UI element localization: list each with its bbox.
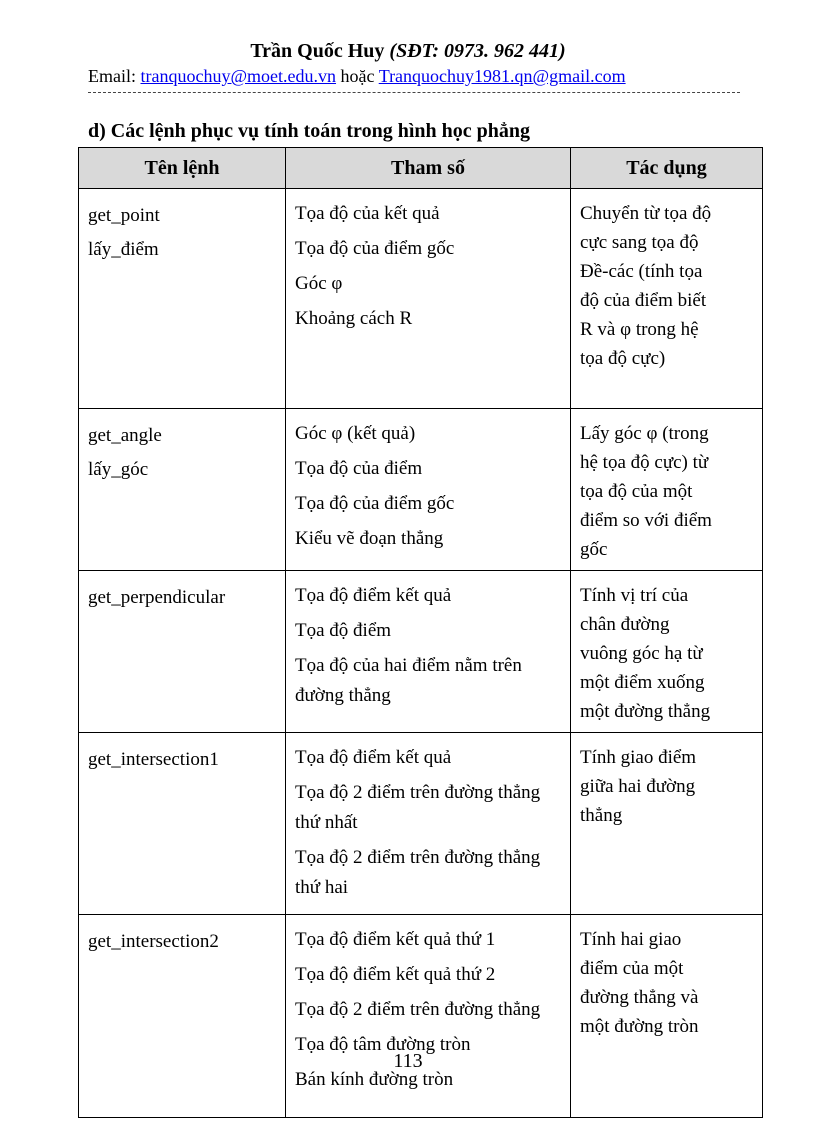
parameter: Kiểu vẽ đoạn thẳng <box>295 528 444 549</box>
effect-text: R và φ trong hệ <box>580 319 699 340</box>
parameter: Tọa độ của điểm gốc <box>295 238 455 259</box>
author-name: Trần Quốc Huy <box>250 40 385 62</box>
header-parameters: Tham số <box>286 148 571 189</box>
parameter: Tọa độ điểm kết quả <box>295 585 452 606</box>
parameter: Góc φ (kết quả) <box>295 423 416 444</box>
table-row <box>79 409 763 571</box>
command-alias: lấy_điểm <box>88 239 159 260</box>
parameter: Tọa độ 2 điểm trên đường thẳng <box>295 999 541 1020</box>
email-link-moet[interactable]: tranquochuy@moet.edu.vn <box>140 66 337 86</box>
parameter: Tọa độ 2 điểm trên đường thẳng thứ nhất <box>295 782 541 833</box>
table-header-row <box>79 148 763 189</box>
command-name: get_point <box>88 205 160 226</box>
header-divider <box>88 92 740 93</box>
parameters-cell <box>286 409 571 571</box>
parameter: Tọa độ 2 điểm trên đường thẳng thứ hai <box>295 847 541 898</box>
effect-text: vuông góc hạ từ <box>580 643 703 664</box>
parameter: Tọa độ điểm kết quả <box>295 747 452 768</box>
parameter: Khoảng cách R <box>295 308 413 329</box>
email-or-text: hoặc <box>340 66 375 86</box>
parameter: Tọa độ của hai điểm nằm trên đường thẳng <box>295 655 522 706</box>
effect-text: Tính vị trí của <box>580 585 689 606</box>
command-name-cell <box>79 733 286 915</box>
parameters-cell <box>286 915 571 1118</box>
effect-text: Lấy góc φ (trong <box>580 423 709 444</box>
table-row <box>79 189 763 409</box>
effect-text: thẳng <box>580 805 623 826</box>
command-table <box>78 147 763 1118</box>
effect-cell <box>571 915 763 1118</box>
effect-text: giữa hai đường <box>580 776 696 797</box>
command-alias: lấy_góc <box>88 459 149 480</box>
effect-text: đường thẳng và <box>580 987 699 1008</box>
table-row <box>79 733 763 915</box>
parameter: Góc φ <box>295 273 343 294</box>
effect-cell <box>571 571 763 733</box>
email-line <box>88 66 626 87</box>
effect-text: chân đường <box>580 614 670 635</box>
effect-text: Tính giao điểm <box>580 747 697 768</box>
email-link-gmail[interactable]: Tranquochuy1981.qn@gmail.com <box>378 66 626 86</box>
document-header <box>0 40 816 63</box>
effect-text: điểm so với điểm <box>580 510 712 531</box>
effect-text: hệ tọa độ cực) từ <box>580 452 709 473</box>
parameter: Tọa độ tâm đường tròn <box>295 1034 471 1055</box>
command-name-cell <box>79 409 286 571</box>
header-effect: Tác dụng <box>571 148 763 189</box>
parameter: Tọa độ điểm <box>295 620 392 641</box>
effect-text: một đường tròn <box>580 1016 699 1037</box>
email-label: Email: <box>88 66 136 86</box>
effect-cell <box>571 409 763 571</box>
table-row <box>79 571 763 733</box>
effect-text: tọa độ của một <box>580 481 693 502</box>
parameter: Tọa độ điểm kết quả thứ 2 <box>295 964 496 985</box>
table-row <box>79 915 763 1118</box>
parameters-cell <box>286 571 571 733</box>
effect-text: cực sang tọa độ <box>580 232 699 253</box>
effect-text: Chuyển từ tọa độ <box>580 203 712 224</box>
author-phone: (SĐT: 0973. 962 441) <box>389 40 566 62</box>
effect-cell <box>571 733 763 915</box>
parameters-cell <box>286 189 571 409</box>
parameter: Bán kính đường tròn <box>295 1069 454 1090</box>
command-name-cell <box>79 189 286 409</box>
effect-text: một đường thẳng <box>580 701 711 722</box>
parameters-cell <box>286 733 571 915</box>
command-name-cell <box>79 571 286 733</box>
command-name: get_perpendicular <box>88 587 226 608</box>
parameter: Tọa độ của kết quả <box>295 203 440 224</box>
parameter: Tọa độ của điểm <box>295 458 423 479</box>
parameter: Tọa độ điểm kết quả thứ 1 <box>295 929 496 950</box>
command-name-cell <box>79 915 286 1118</box>
effect-text: gốc <box>580 539 608 560</box>
effect-text: một điểm xuống <box>580 672 705 693</box>
page-number: 113 <box>393 1050 423 1072</box>
parameter: Tọa độ của điểm gốc <box>295 493 455 514</box>
header-command-name: Tên lệnh <box>79 148 286 189</box>
command-name: get_intersection1 <box>88 749 219 770</box>
effect-text: Đề-các (tính tọa <box>580 261 703 282</box>
command-name: get_intersection2 <box>88 931 219 952</box>
section-title: d) Các lệnh phục vụ tính toán trong hình học phẳng <box>88 120 530 142</box>
effect-text: Tính hai giao <box>580 929 682 950</box>
effect-text: độ của điểm biết <box>580 290 707 311</box>
effect-cell <box>571 189 763 409</box>
command-name: get_angle <box>88 425 162 446</box>
effect-text: điểm của một <box>580 958 684 979</box>
effect-text: tọa độ cực) <box>580 348 666 369</box>
